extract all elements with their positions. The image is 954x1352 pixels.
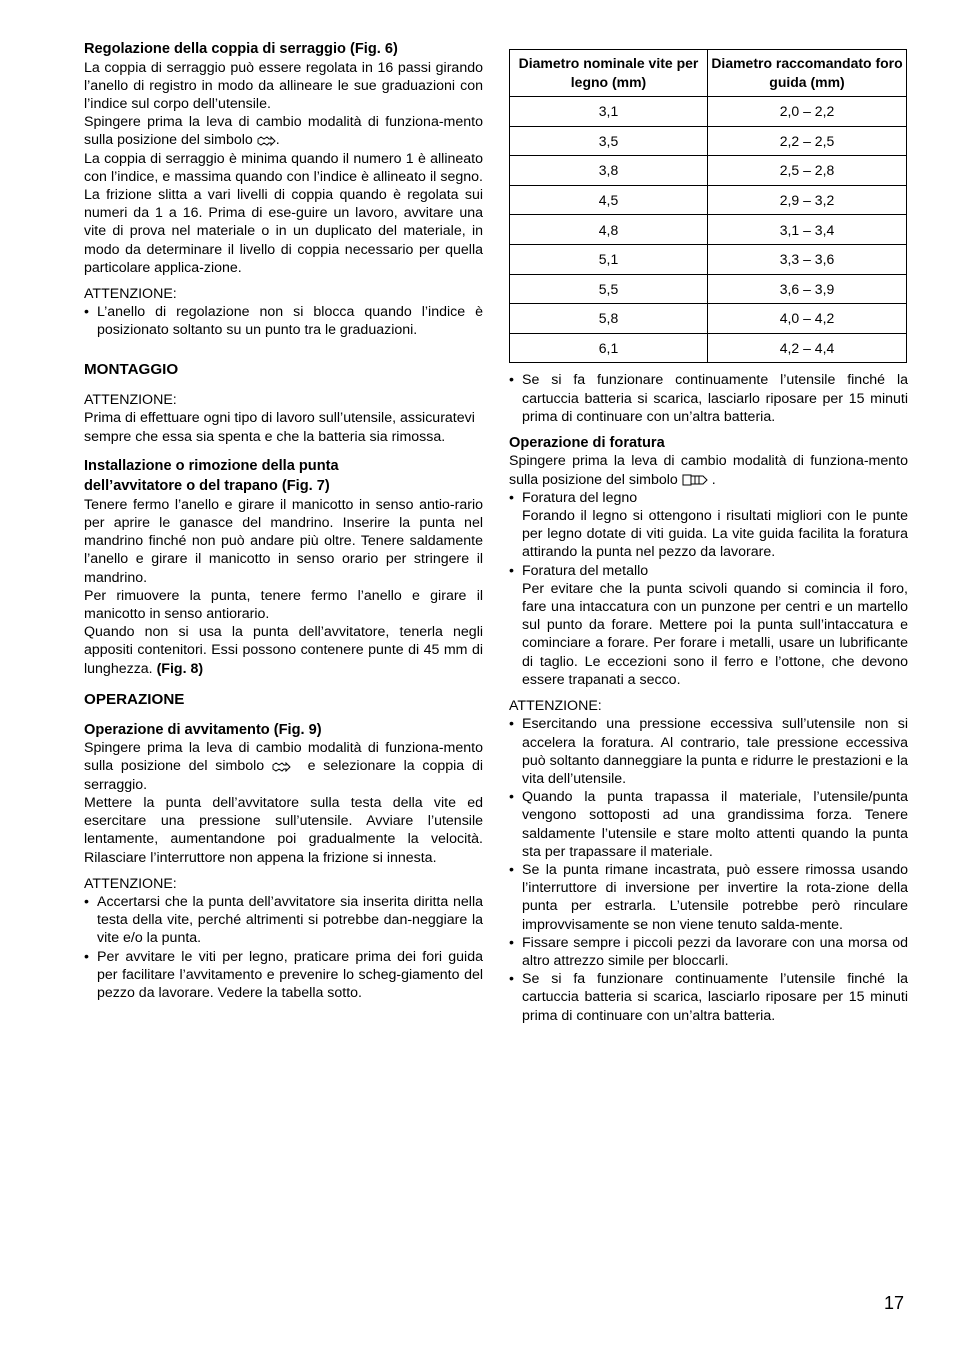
screwdriving-symbol-icon: [257, 136, 276, 146]
screw-paragraph-1: Spingere prima la leva di cambio modalità di funziona-mento sulla posizione del simbolo e selezionare la coppia di serraggio.: [84, 740, 483, 793]
metal-drilling-label: • Foratura del metallo: [509, 562, 908, 580]
table-row: [510, 126, 907, 156]
left-column: [84, 40, 483, 1002]
pilot-hole-cell: 4,2 – 4,4: [708, 333, 907, 363]
montaggio-caution-label: ATTENZIONE:: [84, 391, 177, 408]
table-header-row: [510, 50, 907, 97]
drill-caution-label: ATTENZIONE:: [509, 698, 602, 715]
torque-paragraph-1: La coppia di serraggio può essere regolata in 16 passi girando l’anello di registro in modo da allineare le sue graduazioni con l’indice sul corpo dell’utensile.: [84, 59, 483, 112]
torque-caution-bullet: • L’anello di regolazione non si blocca quando l’indice è posizionato soltanto su un punto tra le graduazioni.: [84, 303, 483, 339]
pilot-hole-table: [509, 49, 907, 363]
page-number: 17: [884, 1293, 905, 1313]
screw-diameter-cell: 5,8: [510, 304, 708, 334]
pilot-hole-cell: 3,1 – 3,4: [708, 215, 907, 245]
torque-paragraph-3: La coppia di serraggio è minima quando il numero 1 è allineato con l’indice, e massima quando con l’indice è allineato il segno. La frizione slitta a vari livelli di coppia quando è regolata sui numeri da 1 a 16. Prima di ese-guire un lavoro, avvitare una vite di prova nel materiale o in un duplicato del materiale, in modo da determinare il livello di coppia necessario per quella particolare applica-zione.: [84, 150, 483, 276]
montaggio-paragraph: Prima di effettuare ogni tipo di lavoro sull’utensile, assicuratevi sempre che essa sia spenta e che la batteria sia rimossa.: [84, 409, 475, 446]
torque-title: Regolazione della coppia di serraggio (Fig. 6): [84, 41, 398, 57]
pilot-hole-cell: 2,9 – 3,2: [708, 185, 907, 215]
install-paragraph-1: Tenere fermo l’anello e girare il manicotto in senso antio-rario per aprire le ganasce del mandrino. Inserire la punta nel mandrino finché non può andare più oltre. Tenere saldamente l’anello e girare il manicotto in senso orario per stringere il mandrino.: [84, 496, 483, 586]
table-row: [510, 333, 907, 363]
screw-title: Operazione di avvitamento (Fig. 9): [84, 721, 322, 738]
screwdriving-symbol-icon: [272, 762, 300, 772]
drill-title: Operazione di foratura: [509, 434, 665, 451]
screw-diameter-cell: 4,8: [510, 215, 708, 245]
drill-bullet-5: • Se si fa funzionare continuamente l’utensile finché la cartuccia batteria si scarica, lasciarlo riposare per 15 minuti prima di continuare con un’altra batteria.: [509, 970, 908, 1025]
pilot-hole-cell: 2,2 – 2,5: [708, 126, 907, 156]
install-paragraph-3: Quando non si usa la punta dell’avvitatore, tenerla negli appositi contenitori. Essi possono contenere punte di 45 mm di lunghezza. (Fig. 8): [84, 624, 483, 677]
table-header-pilot-hole: Diametro raccomandato foro guida (mm): [708, 50, 907, 97]
table-row: [510, 156, 907, 186]
screw-diameter-cell: 6,1: [510, 333, 708, 363]
install-paragraph-2: Per rimuovere la punta, tenere fermo l’anello e girare il manicotto in senso antiorario.: [84, 587, 483, 622]
right-column: [509, 49, 908, 1025]
drill-bullet-1: • Esercitando una pressione eccessiva sull’utensile non si accelera la foratura. Al contrario, tale pressione eccessiva può soltanto danneggiare la punta e ridurre le prestazioni e la vita dell’utensile.: [509, 715, 908, 788]
table-row: [510, 304, 907, 334]
fig-8-ref: (Fig. 8): [156, 660, 204, 677]
screw-caution-label: ATTENZIONE:: [84, 875, 177, 892]
screw-diameter-cell: 3,1: [510, 97, 708, 127]
table-row: [510, 97, 907, 127]
drill-paragraph-1: Spingere prima la leva di cambio modalità di funziona-mento sulla posizione del simbolo .: [509, 453, 908, 488]
torque-paragraph-2: Spingere prima la leva di cambio modalità di funziona-mento sulla posizione del simbolo .: [84, 114, 483, 149]
montaggio-heading: MONTAGGIO: [84, 360, 179, 378]
screw-diameter-cell: 5,1: [510, 244, 708, 274]
screw-bullet-2: • Per avvitare le viti per legno, praticare prima dei fori guida per facilitare l’avvitamento e prevenire lo scheg-giamento del pezzo da lavorare. Vedere la tabella sotto.: [84, 948, 483, 1003]
screw-paragraph-2: Mettere la punta dell’avvitatore sulla testa della vite ed esercitare una pressione sull’utensile. Avviare l’utensile lentamente, aumentandone poi gradualmente la velocità. Rilasciare l’interruttore non appena la frizione si innesta.: [84, 794, 483, 866]
table-row: [510, 244, 907, 274]
wood-drilling-text: Forando il legno si ottengono i risultati migliori con le punte per legno dotate di viti guida. La vite guida facilita la foratura attirando la punta nel pezzo da lavorare.: [522, 508, 908, 561]
pilot-hole-cell: 4,0 – 4,2: [708, 304, 907, 334]
drilling-symbol-icon: [682, 474, 712, 486]
screw-diameter-cell: 3,8: [510, 156, 708, 186]
drill-bullet-2: • Quando la punta trapassa il materiale, l’utensile/punta vengono sottoposti ad una grandissima forza. Tenere saldamente l’utensile e stare molto attenti quando la punta sta per trapassare il materiale.: [509, 788, 908, 861]
pilot-hole-cell: 3,6 – 3,9: [708, 274, 907, 304]
screw-diameter-cell: 3,5: [510, 126, 708, 156]
screw-diameter-cell: 5,5: [510, 274, 708, 304]
table-row: [510, 274, 907, 304]
operazione-heading: OPERAZIONE: [84, 690, 185, 708]
pilot-hole-cell: 3,3 – 3,6: [708, 244, 907, 274]
screw-diameter-cell: 4,5: [510, 185, 708, 215]
table-row: [510, 215, 907, 245]
torque-caution-label: ATTENZIONE:: [84, 285, 177, 302]
table-row: [510, 185, 907, 215]
drill-bullet-4: • Fissare sempre i piccoli pezzi da lavorare con una morsa od altro attrezzo simile per bloccarli.: [509, 934, 908, 970]
screw-bullet-1: • Accertarsi che la punta dell’avvitatore sia inserita diritta nella testa della vite, perché altrimenti si potrebbe dan-neggiare la vite e/o la punta.: [84, 893, 483, 948]
pilot-hole-cell: 2,0 – 2,2: [708, 97, 907, 127]
battery-bullet: • Se si fa funzionare continuamente l’utensile finché la cartuccia batteria si scarica, lasciarlo riposare per 15 minuti prima di continuare con un’altra batteria.: [509, 371, 908, 426]
pilot-hole-cell: 2,5 – 2,8: [708, 156, 907, 186]
drill-bullet-3: • Se la punta rimane incastrata, può essere rimossa usando l’interruttore di inversione per invertire la rota-zione della punta per estrarla. L’utensile potrebbe però rinculare improvvisamente se non viene tenuto salda-mente.: [509, 861, 908, 934]
wood-drilling-label: • Foratura del legno: [509, 489, 908, 507]
metal-drilling-text: Per evitare che la punta scivoli quando si comincia il foro, fare una intaccatura con un punzone per centri e un martello sul punto da forare. Mettere poi la punta sull’intaccatura e cominciare a forare. Per forare i metalli, usare un lubrificante di taglio. Le eccezioni sono il ferro e l’ottone, che devono essere trapanati a secco.: [522, 580, 908, 688]
table-header-screw-diameter: Diametro nominale vite per legno (mm): [510, 50, 708, 97]
install-title: Installazione o rimozione della punta dell’avvitatore o del trapano (Fig. 7): [84, 457, 339, 494]
